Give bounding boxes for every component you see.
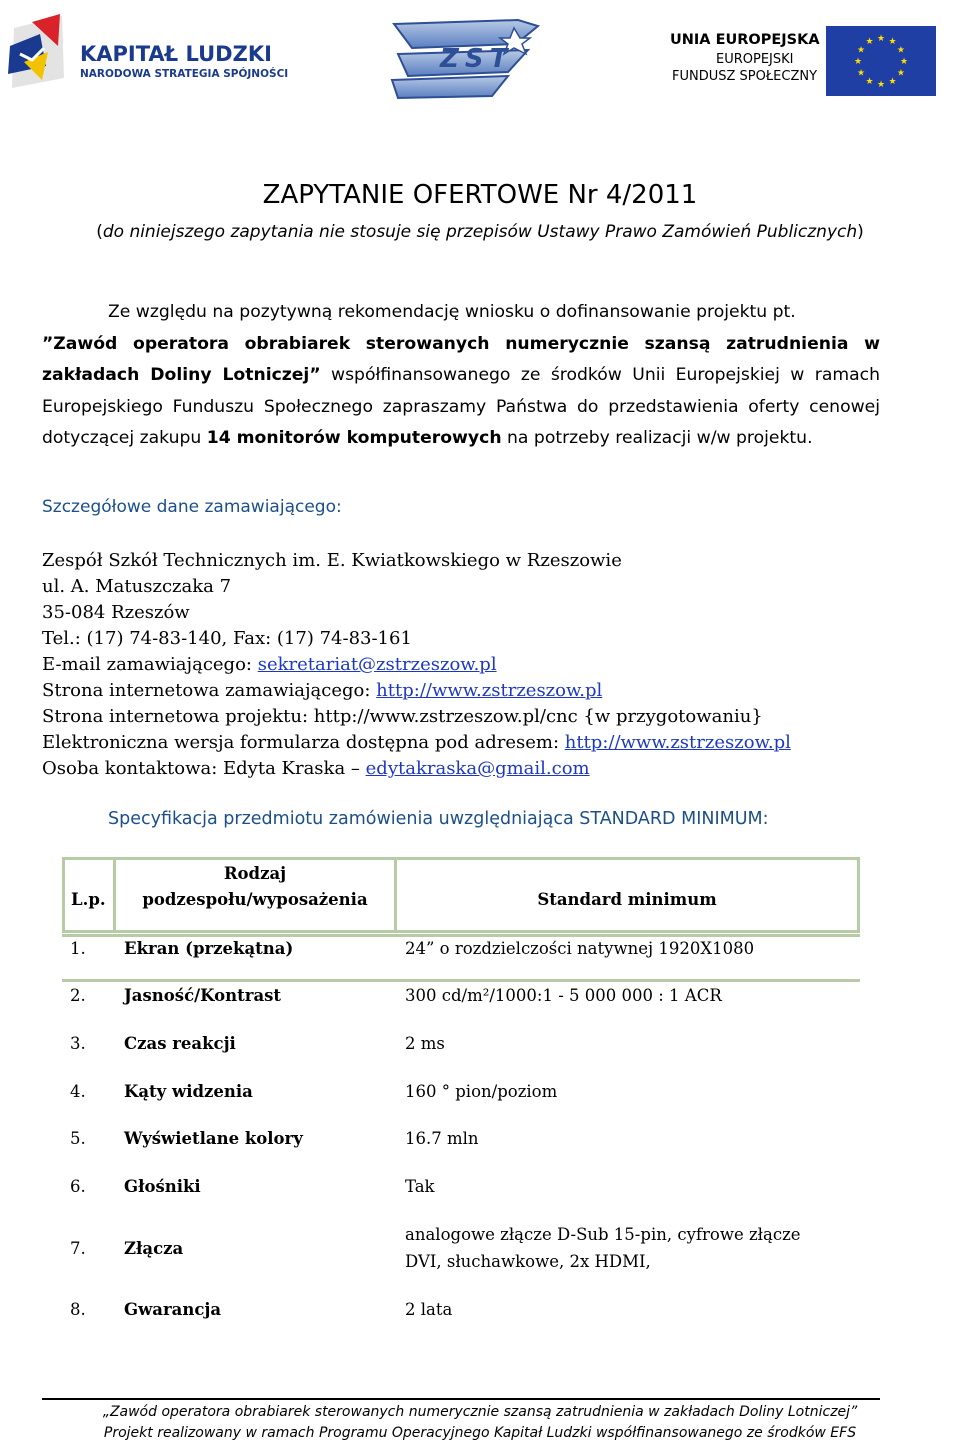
row-lp: 6. xyxy=(70,1177,86,1196)
footer-divider xyxy=(42,1398,880,1400)
table-header-lp-text: L.p. xyxy=(71,890,106,909)
form-label: Elektroniczna wersja formularza dostępna pod adresem: xyxy=(42,732,565,753)
contact-email-link[interactable]: edytakraska@gmail.com xyxy=(365,758,590,779)
table-header-component xyxy=(113,857,397,933)
row-name: Wyświetlane kolory xyxy=(124,1129,303,1148)
row-value: 2 lata xyxy=(405,1300,453,1319)
eu-star-icon: ★ xyxy=(888,76,897,87)
subtitle-open: ( xyxy=(96,222,103,242)
address-street: ul. A. Matuszczaka 7 xyxy=(42,576,232,597)
row-name: Czas reakcji xyxy=(124,1034,236,1053)
eu-star-icon: ★ xyxy=(865,37,874,48)
footer-line1: „Zawód operatora obrabiarek sterowanych numerycznie szansą zatrudnienia w zakładach Doliny Lotniczej” xyxy=(102,1404,858,1420)
footer-line2: Projekt realizowany w ramach Programu Operacyjnego Kapitał Ludzki współfinansowanego ze środków EFS xyxy=(103,1425,857,1441)
row-name: Gwarancja xyxy=(124,1300,222,1319)
form-url-row xyxy=(42,730,791,756)
page-subtitle xyxy=(0,222,960,242)
zst-logo-text: ZST xyxy=(440,44,514,74)
eu-star-icon: ★ xyxy=(876,34,886,44)
details-heading: Szczegółowe dane zamawiającego: xyxy=(42,497,342,517)
eu-efs-logo xyxy=(650,2,956,114)
page-title: ZAPYTANIE OFERTOWE Nr 4/2011 xyxy=(262,180,698,210)
intro-part1: Ze względu na pozytywną rekomendację wniosku o dofinansowanie projektu pt. xyxy=(108,302,796,322)
website-label: Strona internetowa zamawiającego: xyxy=(42,680,377,701)
contact-label: Osoba kontaktowa: Edyta Kraska – xyxy=(42,758,366,779)
table-header-component-line2: podzespołu/wyposażenia xyxy=(142,890,368,909)
row-value: 2 ms xyxy=(405,1034,445,1053)
eu-logo-line3: FUNDUSZ SPOŁECZNY xyxy=(672,69,818,84)
intro-item: 14 monitorów komputerowych xyxy=(206,428,502,448)
table-header-lp xyxy=(62,857,116,933)
row-value-line2: DVI, słuchawkowe, 2x HDMI, xyxy=(405,1252,651,1271)
eu-star-icon: ★ xyxy=(853,57,863,67)
row-name: Ekran (przekątna) xyxy=(124,939,294,958)
subtitle-text: do niniejszego zapytania nie stosuje się przepisów Ustawy Prawo Zamówień Publicznych xyxy=(102,222,858,242)
intro-part3: na potrzeby realizacji w/w projektu. xyxy=(501,428,813,448)
table-divider xyxy=(62,979,860,982)
address-phone: Tel.: (17) 74-83-140, Fax: (17) 74-83-161 xyxy=(42,628,412,649)
eu-star-icon: ★ xyxy=(888,37,897,48)
kapital-ludzki-subtitle: NARODOWA STRATEGIA SPÓJNOŚCI xyxy=(80,68,289,80)
row-lp: 2. xyxy=(70,986,86,1005)
project-site-row: Strona internetowa projektu: http://www.zstrzeszow.pl/cnc {w przygotowaniu} xyxy=(42,706,763,727)
row-lp: 7. xyxy=(70,1239,86,1258)
address-city: 35-084 Rzeszów xyxy=(42,602,190,623)
eu-star-icon: ★ xyxy=(896,68,905,79)
row-lp: 1. xyxy=(70,939,86,958)
eu-star-icon: ★ xyxy=(865,76,874,87)
table-header-component-line1: Rodzaj xyxy=(223,864,287,883)
eu-logo-line1: UNIA EUROPEJSKA xyxy=(670,32,820,48)
address-name: Zespół Szkół Technicznych im. E. Kwiatkowskiego w Rzeszowie xyxy=(42,550,622,571)
row-name: Kąty widzenia xyxy=(124,1082,253,1101)
subtitle-close: ) xyxy=(857,222,864,242)
address-email-row xyxy=(42,652,497,678)
row-value: 300 cd/m²/1000:1 - 5 000 000 : 1 ACR xyxy=(405,986,722,1005)
row-lp: 4. xyxy=(70,1082,86,1101)
table-divider xyxy=(62,934,860,937)
eu-logo-line2: EUROPEJSKI xyxy=(716,52,794,67)
website-link[interactable]: http://www.zstrzeszow.pl xyxy=(376,680,603,701)
kapital-ludzki-logo xyxy=(2,8,302,98)
email-link[interactable]: sekretariat@zstrzeszow.pl xyxy=(257,654,497,675)
spec-heading: Specyfikacja przedmiotu zamówienia uwzględniająca STANDARD MINIMUM: xyxy=(108,809,769,829)
eu-star-icon: ★ xyxy=(896,45,905,56)
row-lp: 3. xyxy=(70,1034,86,1053)
intro-project-name: ”Zawód operatora obrabiarek sterowanych numerycznie szansą zatrudnienia w zakładach Doliny Lotniczej” xyxy=(42,333,880,385)
contact-row xyxy=(42,756,590,782)
row-name: Złącza xyxy=(124,1239,184,1258)
row-value: 160 ° pion/poziom xyxy=(405,1082,558,1101)
kapital-ludzki-title: KAPITAŁ LUDZKI xyxy=(80,42,272,66)
table-header-standard-text: Standard minimum xyxy=(537,890,717,909)
table-header-standard xyxy=(394,857,860,933)
eu-star-icon: ★ xyxy=(857,68,866,79)
eu-star-icon: ★ xyxy=(857,45,866,56)
row-name: Głośniki xyxy=(124,1177,201,1196)
row-value: 16.7 mln xyxy=(405,1129,479,1148)
row-value: 24” o rozdzielczości natywnej 1920X1080 xyxy=(405,939,755,958)
address-website-row xyxy=(42,678,602,704)
email-label: E-mail zamawiającego: xyxy=(42,654,258,675)
intro-part2: współfinansowanego ze środków Unii Europejskiej w ramach Europejskiego Funduszu Społecznego zapraszamy Państwa do przedstawienia oferty cenowej dotyczącej zakupu xyxy=(42,365,880,448)
row-value-line1: analogowe złącze D-Sub 15-pin, cyfrowe złącze xyxy=(405,1225,801,1244)
row-value: Tak xyxy=(405,1177,435,1196)
row-lp: 8. xyxy=(70,1300,86,1319)
form-link[interactable]: http://www.zstrzeszow.pl xyxy=(564,732,791,753)
row-lp: 5. xyxy=(70,1129,86,1148)
intro-paragraph xyxy=(42,297,880,455)
eu-star-icon: ★ xyxy=(876,80,886,90)
zst-logo xyxy=(388,14,544,100)
eu-flag-icon xyxy=(826,26,936,96)
eu-star-icon: ★ xyxy=(899,57,909,67)
row-name: Jasność/Kontrast xyxy=(124,986,282,1005)
